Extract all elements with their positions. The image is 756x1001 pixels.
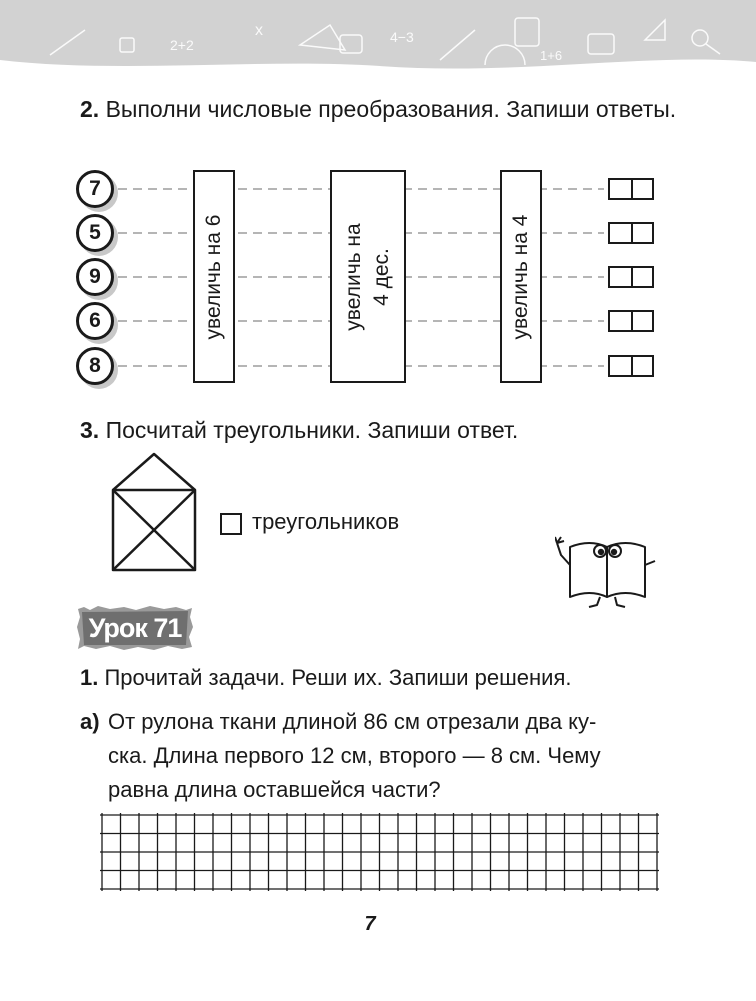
answer-box[interactable]: [608, 266, 654, 288]
task-1-number: 1.: [80, 665, 99, 690]
operation-label: увеличь на 4 дес.: [342, 222, 393, 331]
operation-label: увеличь на 6: [202, 214, 225, 339]
start-number-circle: 5: [76, 214, 114, 252]
problem-a-label: а): [80, 709, 100, 734]
problem-a-line: равна длина оставшейся части?: [108, 777, 441, 802]
svg-text:1+6: 1+6: [540, 48, 563, 63]
answer-box[interactable]: [608, 310, 654, 332]
task-3-text: Посчитай треугольники. Запиши ответ.: [105, 417, 519, 443]
problem-a-line: ска. Длина первого 12 см, второго — 8 см. Чему: [108, 743, 601, 768]
lesson-badge: [76, 605, 194, 651]
answer-box[interactable]: [608, 355, 654, 377]
triangle-count-label: треугольников: [252, 509, 400, 534]
task-3-number: 3.: [80, 417, 100, 443]
start-number-circle: 6: [76, 302, 114, 340]
task-1-heading: [80, 661, 572, 695]
task-3-heading: [80, 412, 680, 449]
operation-box-1: [193, 170, 235, 383]
svg-text:2+2: 2+2: [170, 37, 194, 53]
book-mascot-icon: [555, 525, 665, 610]
operation-box-3: [500, 170, 542, 383]
task-2-number: 2.: [80, 96, 100, 122]
start-number-circle: 8: [76, 347, 114, 385]
task-1-text: Прочитай задачи. Реши их. Запиши решения.: [104, 665, 572, 690]
problem-a-line: От рулона ткани длиной 86 см отрезали два ку-: [108, 709, 597, 734]
answer-box[interactable]: [608, 222, 654, 244]
envelope-triangles-figure: [105, 450, 205, 575]
lesson-title: Урок 71: [88, 612, 182, 643]
answer-box[interactable]: [608, 178, 654, 200]
triangle-count-box[interactable]: [220, 513, 242, 535]
problem-a-text: [108, 705, 668, 807]
task-2-text: Выполни числовые преобразования. Запиши ответы.: [105, 96, 677, 122]
svg-text:4−3: 4−3: [390, 29, 414, 45]
svg-text:x: x: [255, 22, 263, 39]
operation-label: увеличь на 4: [509, 214, 532, 339]
start-number-circle: 9: [76, 258, 114, 296]
answer-grid[interactable]: [100, 813, 660, 893]
start-number-circle: 7: [76, 170, 114, 208]
page-number: 7: [364, 913, 376, 935]
operation-box-2: [330, 170, 406, 383]
